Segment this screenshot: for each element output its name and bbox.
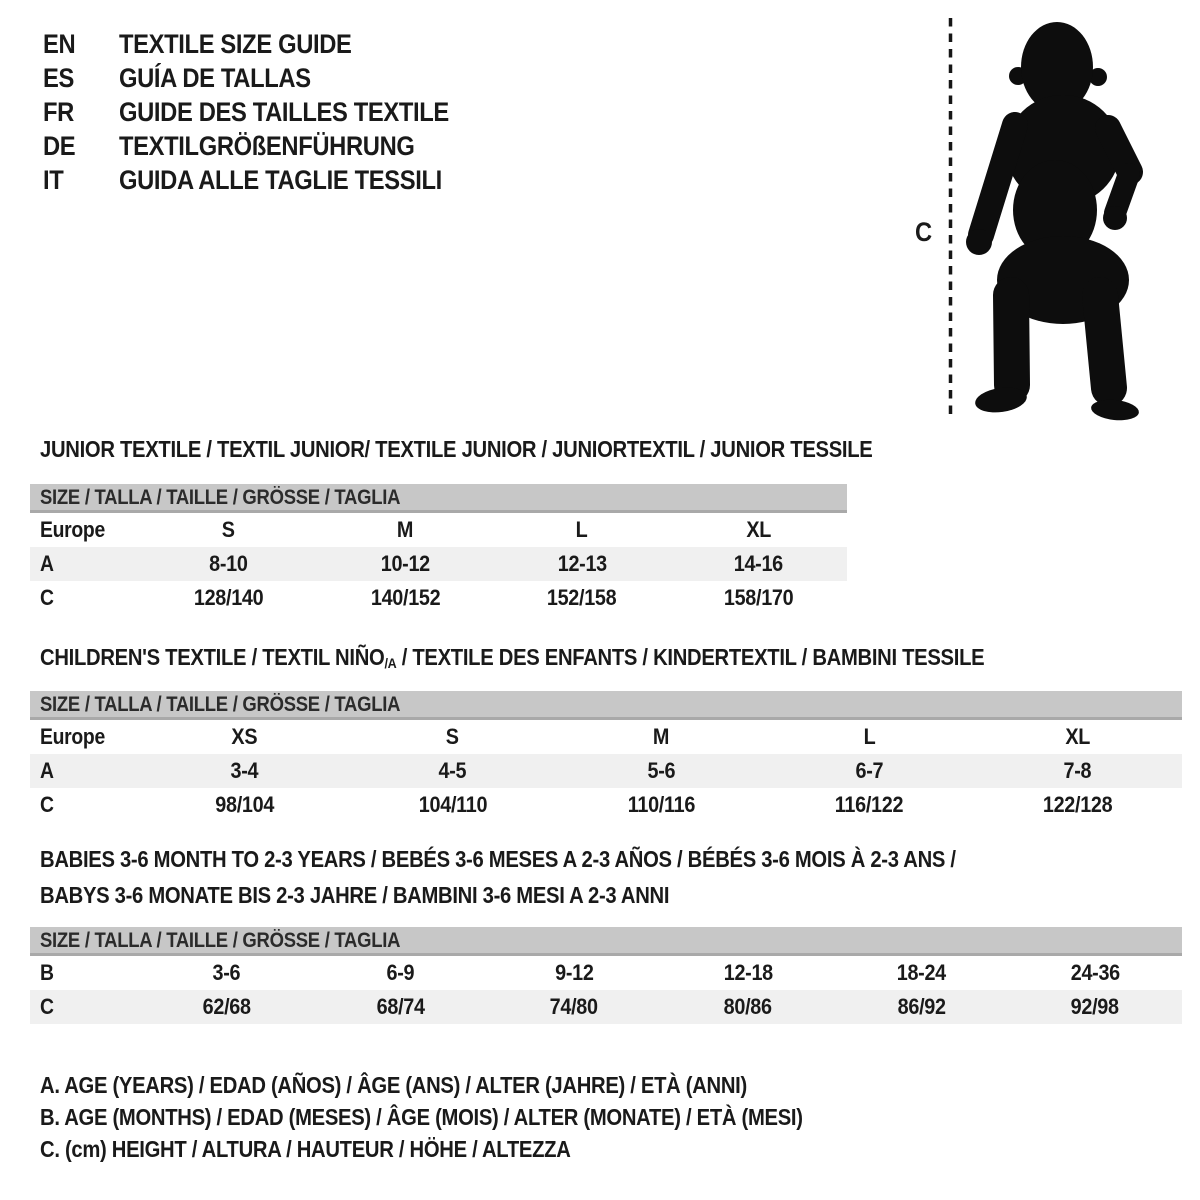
data-cell-text: 74/80 (550, 994, 599, 1019)
language-title: GUIDA ALLE TAGLIE TESSILI (119, 165, 442, 195)
data-cell (661, 990, 835, 1024)
data-cell-text: 6-9 (386, 960, 415, 985)
data-cell (140, 956, 314, 990)
data-cell-text: 68/74 (376, 994, 425, 1019)
row-label-cell (30, 547, 140, 581)
data-cell (314, 990, 488, 1024)
language-code-text: EN (43, 29, 76, 59)
data-cell-text: 92/98 (1071, 994, 1120, 1019)
table-rows (30, 956, 1182, 1024)
row-label-cell (30, 720, 140, 754)
title-part: BABYS 3-6 MONATE BIS 2-3 JAHRE / BAMBINI 3-6 MESI A 2-3 ANNI (40, 882, 670, 908)
data-cell (487, 990, 661, 1024)
size-header-label: SIZE / TALLA / TAILLE / GRÖSSE / TAGLIA (40, 929, 401, 952)
language-row (43, 61, 494, 95)
junior-row-a (30, 547, 847, 581)
data-cell-text: 3-6 (212, 960, 241, 985)
children-row-a (30, 754, 1182, 788)
data-cell-text: 98/104 (214, 792, 274, 817)
size-header-label: SIZE / TALLA / TAILLE / GRÖSSE / TAGLIA (40, 486, 401, 509)
children-row-europe (30, 720, 1182, 754)
language-row (43, 27, 494, 61)
data-cell (317, 581, 494, 615)
data-cell (348, 754, 556, 788)
junior-title-line (40, 436, 986, 472)
size-header-bar (30, 484, 847, 513)
table-rows (30, 513, 847, 615)
junior-row-europe (30, 513, 847, 547)
data-cell-text: 14-16 (734, 551, 784, 576)
language-code-text: ES (43, 63, 74, 93)
legend-line (40, 1133, 907, 1165)
row-label-text: B (40, 960, 54, 985)
title-part: JUNIOR TEXTILE / TEXTIL JUNIOR/ TEXTILE JUNIOR / JUNIORTEXTIL / JUNIOR TESSILE (40, 436, 873, 462)
row-label-text: A (40, 551, 54, 576)
language-code-text: FR (43, 97, 74, 127)
row-label-cell (30, 788, 140, 822)
title-part: CHILDREN'S TEXTILE / TEXTIL NIÑO (40, 644, 385, 670)
data-cell-text: 12-13 (557, 551, 607, 576)
data-cell-text: 110/116 (627, 792, 695, 817)
babies-title-text (40, 846, 956, 873)
data-cell-text: 104/110 (418, 792, 487, 817)
data-cell (487, 956, 661, 990)
language-title: GUIDE DES TAILLES TEXTILE (119, 97, 449, 127)
data-cell-text: 116/122 (835, 792, 904, 817)
data-cell (670, 513, 847, 547)
language-row (43, 95, 494, 129)
junior-title-text (40, 436, 873, 463)
data-cell (974, 788, 1182, 822)
data-cell (494, 547, 671, 581)
data-cell (670, 581, 847, 615)
babies-row-b (30, 956, 1182, 990)
babies-title-line (40, 882, 1081, 918)
size-header-bar (30, 927, 1182, 956)
language-code (43, 129, 119, 163)
data-cell-text: 4-5 (438, 758, 467, 783)
data-cell-text: 152/158 (547, 585, 617, 610)
data-cell (670, 547, 847, 581)
data-cell (348, 788, 556, 822)
data-cell (140, 581, 317, 615)
data-cell (314, 956, 488, 990)
row-label-text: C (40, 585, 54, 610)
data-cell-text: S (221, 517, 235, 542)
data-cell-text: M (652, 724, 670, 749)
language-code-text: DE (43, 131, 76, 161)
row-label-cell (30, 754, 140, 788)
data-cell-text: 86/92 (897, 994, 946, 1019)
data-cell-text: 80/86 (723, 994, 772, 1019)
data-cell (317, 547, 494, 581)
babies-row-c (30, 990, 1182, 1024)
data-cell-text: 8-10 (209, 551, 248, 576)
data-cell-text: 158/170 (723, 585, 794, 610)
legend-text: A. AGE (YEARS) / EDAD (AÑOS) / ÂGE (ANS) / ALTER (JAHRE) / ETÀ (ANNI) (40, 1072, 747, 1098)
junior-row-c (30, 581, 847, 615)
language-code (43, 61, 119, 95)
section-children-title (40, 644, 1113, 680)
row-label-text: A (40, 758, 54, 783)
data-cell (140, 547, 317, 581)
language-code (43, 163, 119, 197)
legend-line (40, 1069, 907, 1101)
data-cell (557, 788, 765, 822)
language-code (43, 27, 119, 61)
babies-title-text (40, 882, 669, 909)
legend-line (40, 1101, 907, 1133)
row-label-text: C (40, 994, 54, 1019)
data-cell (765, 788, 973, 822)
language-list (43, 27, 494, 197)
data-cell-text: 18-24 (896, 960, 947, 985)
data-cell (1008, 990, 1182, 1024)
children-row-c (30, 788, 1182, 822)
data-cell-text: 10-12 (380, 551, 430, 576)
babies-title-line (40, 846, 1081, 882)
toddler-silhouette (945, 10, 1185, 430)
data-cell-text: 3-4 (230, 758, 259, 783)
data-cell-text: 24-36 (1070, 960, 1120, 985)
babies-size-table (30, 927, 1182, 1024)
data-cell (140, 990, 314, 1024)
legend-text: B. AGE (MONTHS) / EDAD (MESES) / ÂGE (MOIS) / ALTER (MONATE) / ETÀ (MESI) (40, 1104, 803, 1130)
data-cell (140, 720, 348, 754)
data-cell (494, 513, 671, 547)
language-code (43, 95, 119, 129)
data-cell (765, 720, 973, 754)
toddler-body (966, 22, 1140, 422)
data-cell (348, 720, 556, 754)
title-part: / TEXTILE DES ENFANTS / KINDERTEXTIL / BAMBINI TESSILE (396, 644, 985, 670)
data-cell (1008, 956, 1182, 990)
row-label-cell (30, 990, 140, 1024)
data-cell-text: 122/128 (1043, 792, 1113, 817)
children-title-line (40, 644, 1113, 680)
row-label-text: Europe (40, 517, 105, 542)
data-cell-text: 5-6 (647, 758, 675, 783)
size-header-label: SIZE / TALLA / TAILLE / GRÖSSE / TAGLIA (40, 693, 401, 716)
data-cell-text: 128/140 (193, 585, 264, 610)
data-cell-text: L (575, 517, 588, 542)
data-cell-text: S (446, 724, 460, 749)
data-cell (661, 956, 835, 990)
data-cell-text: 7-8 (1063, 758, 1092, 783)
language-code-text: IT (43, 165, 64, 195)
data-cell-text: XL (1065, 724, 1091, 749)
data-cell (974, 720, 1182, 754)
row-label-cell (30, 513, 140, 547)
title-subscript: /A (384, 655, 397, 672)
data-cell (140, 788, 348, 822)
data-cell (557, 720, 765, 754)
table-rows (30, 720, 1182, 822)
section-babies-title (40, 846, 1081, 918)
row-label-cell (30, 956, 140, 990)
data-cell-text: 12-18 (723, 960, 773, 985)
size-header-bar (30, 691, 1182, 720)
data-cell-text: XL (746, 517, 771, 542)
row-label-text: C (40, 792, 54, 817)
data-cell (140, 754, 348, 788)
data-cell-text: 9-12 (554, 960, 594, 985)
figure-c-text: C (915, 217, 932, 247)
children-size-table (30, 691, 1182, 822)
language-row (43, 129, 494, 163)
data-cell (835, 990, 1009, 1024)
data-cell-text: 62/68 (202, 994, 251, 1019)
section-junior-title (40, 436, 986, 472)
data-cell-text: XS (231, 724, 258, 749)
row-label-cell (30, 581, 140, 615)
data-cell-text: 140/152 (370, 585, 440, 610)
legend-text: C. (cm) HEIGHT / ALTURA / HAUTEUR / HÖHE / ALTEZZA (40, 1136, 571, 1162)
language-title: TEXTILE SIZE GUIDE (119, 29, 352, 59)
language-title: TEXTILGRÖßENFÜHRUNG (119, 131, 415, 161)
row-label-text: Europe (40, 724, 105, 749)
title-part: BABIES 3-6 MONTH TO 2-3 YEARS / BEBÉS 3-6 MESES A 2-3 AÑOS / BÉBÉS 3-6 MOIS À 2-3 ANS / (40, 846, 956, 872)
data-cell (494, 581, 671, 615)
language-title: GUÍA DE TALLAS (119, 63, 311, 93)
figure-c-label (915, 217, 934, 247)
legend (40, 1069, 907, 1165)
data-cell (765, 754, 973, 788)
data-cell (317, 513, 494, 547)
data-cell-text: M (397, 517, 414, 542)
data-cell (835, 956, 1009, 990)
data-cell-text: L (863, 724, 876, 749)
data-cell-text: 6-7 (855, 758, 884, 783)
data-cell (140, 513, 317, 547)
data-cell (974, 754, 1182, 788)
language-row (43, 163, 494, 197)
children-title-text (40, 644, 984, 675)
data-cell (557, 754, 765, 788)
junior-size-table (30, 484, 847, 615)
